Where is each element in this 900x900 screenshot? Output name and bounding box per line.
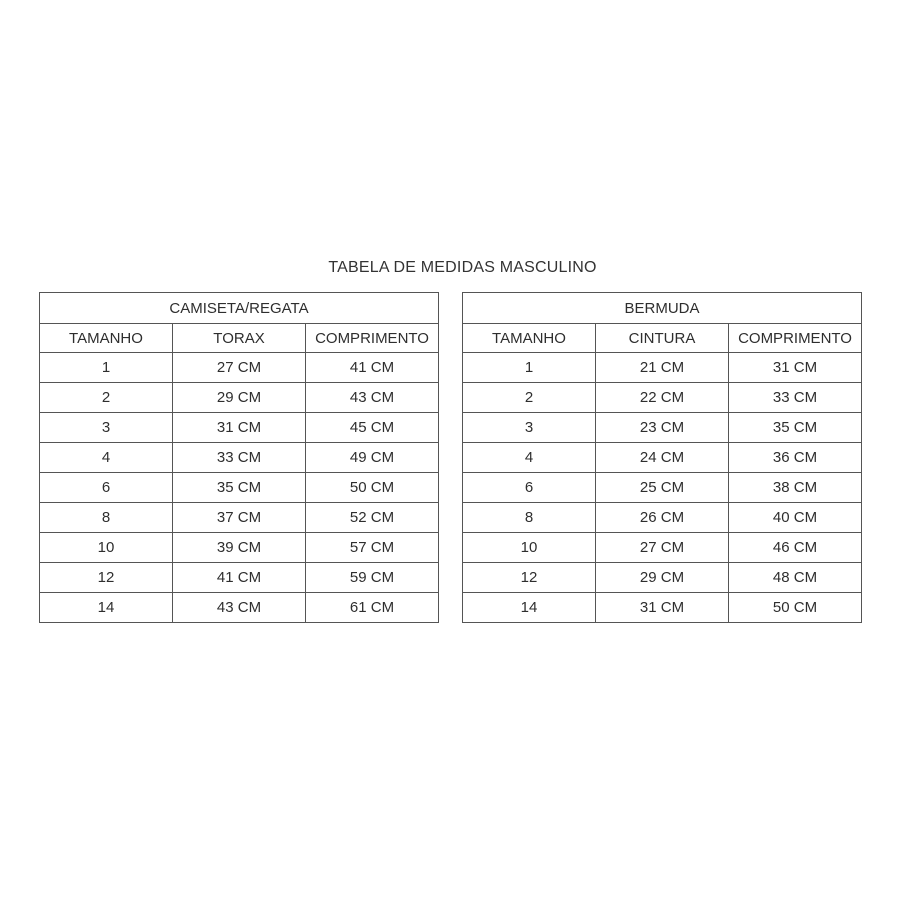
table-row — [463, 383, 862, 413]
length-cell: 48 CM — [729, 563, 862, 593]
size-cell: 3 — [463, 413, 596, 443]
table-row — [40, 353, 439, 383]
table-row — [463, 563, 862, 593]
table-row — [463, 353, 862, 383]
measure-cell: 27 CM — [173, 353, 306, 383]
measure-cell: 37 CM — [173, 503, 306, 533]
table-row — [463, 593, 862, 623]
measure-cell: 29 CM — [596, 563, 729, 593]
length-cell: 36 CM — [729, 443, 862, 473]
size-cell: 4 — [463, 443, 596, 473]
column-header-tamanho: TAMANHO — [40, 324, 173, 353]
measure-cell: 29 CM — [173, 383, 306, 413]
table-row — [40, 503, 439, 533]
section-title: CAMISETA/REGATA — [40, 293, 439, 324]
table-body — [40, 353, 439, 623]
size-cell: 12 — [40, 563, 173, 593]
table-row — [40, 533, 439, 563]
size-cell: 12 — [463, 563, 596, 593]
table-row — [40, 413, 439, 443]
measure-cell: 31 CM — [173, 413, 306, 443]
camiseta-regata-table — [39, 292, 439, 623]
table-row — [40, 593, 439, 623]
table-row — [463, 533, 862, 563]
length-cell: 50 CM — [306, 473, 439, 503]
size-cell: 2 — [463, 383, 596, 413]
measure-cell: 39 CM — [173, 533, 306, 563]
length-cell: 35 CM — [729, 413, 862, 443]
table-row — [40, 563, 439, 593]
length-cell: 43 CM — [306, 383, 439, 413]
column-header-comprimento: COMPRIMENTO — [729, 324, 862, 353]
column-header-row — [463, 324, 862, 353]
length-cell: 33 CM — [729, 383, 862, 413]
length-cell: 31 CM — [729, 353, 862, 383]
bermuda-table — [462, 292, 862, 623]
table-body — [463, 353, 862, 623]
length-cell: 57 CM — [306, 533, 439, 563]
section-header-row — [463, 293, 862, 324]
length-cell: 50 CM — [729, 593, 862, 623]
size-cell: 8 — [40, 503, 173, 533]
column-header-comprimento: COMPRIMENTO — [306, 324, 439, 353]
column-header-tamanho: TAMANHO — [463, 324, 596, 353]
size-cell: 14 — [40, 593, 173, 623]
table-row — [463, 503, 862, 533]
length-cell: 52 CM — [306, 503, 439, 533]
size-cell: 2 — [40, 383, 173, 413]
measure-cell: 27 CM — [596, 533, 729, 563]
size-cell: 1 — [40, 353, 173, 383]
length-cell: 61 CM — [306, 593, 439, 623]
length-cell: 41 CM — [306, 353, 439, 383]
measure-cell: 41 CM — [173, 563, 306, 593]
table-row — [463, 443, 862, 473]
length-cell: 45 CM — [306, 413, 439, 443]
page-title: TABELA DE MEDIDAS MASCULINO — [328, 259, 597, 276]
table-row — [40, 443, 439, 473]
measure-cell: 43 CM — [173, 593, 306, 623]
table-row — [463, 413, 862, 443]
length-cell: 46 CM — [729, 533, 862, 563]
measure-cell: 31 CM — [596, 593, 729, 623]
length-cell: 59 CM — [306, 563, 439, 593]
length-cell: 49 CM — [306, 443, 439, 473]
column-header-cintura: CINTURA — [596, 324, 729, 353]
measure-cell: 24 CM — [596, 443, 729, 473]
size-cell: 8 — [463, 503, 596, 533]
size-cell: 6 — [40, 473, 173, 503]
column-header-row — [40, 324, 439, 353]
size-cell: 3 — [40, 413, 173, 443]
length-cell: 38 CM — [729, 473, 862, 503]
measure-cell: 23 CM — [596, 413, 729, 443]
size-cell: 1 — [463, 353, 596, 383]
measure-cell: 25 CM — [596, 473, 729, 503]
length-cell: 40 CM — [729, 503, 862, 533]
section-header-row — [40, 293, 439, 324]
table-row — [463, 473, 862, 503]
table-row — [40, 383, 439, 413]
size-cell: 14 — [463, 593, 596, 623]
table-row — [40, 473, 439, 503]
size-cell: 10 — [40, 533, 173, 563]
measure-cell: 26 CM — [596, 503, 729, 533]
size-cell: 6 — [463, 473, 596, 503]
section-title: BERMUDA — [463, 293, 862, 324]
size-cell: 10 — [463, 533, 596, 563]
measure-cell: 33 CM — [173, 443, 306, 473]
measure-cell: 21 CM — [596, 353, 729, 383]
column-header-torax: TORAX — [173, 324, 306, 353]
size-cell: 4 — [40, 443, 173, 473]
measure-cell: 22 CM — [596, 383, 729, 413]
measure-cell: 35 CM — [173, 473, 306, 503]
